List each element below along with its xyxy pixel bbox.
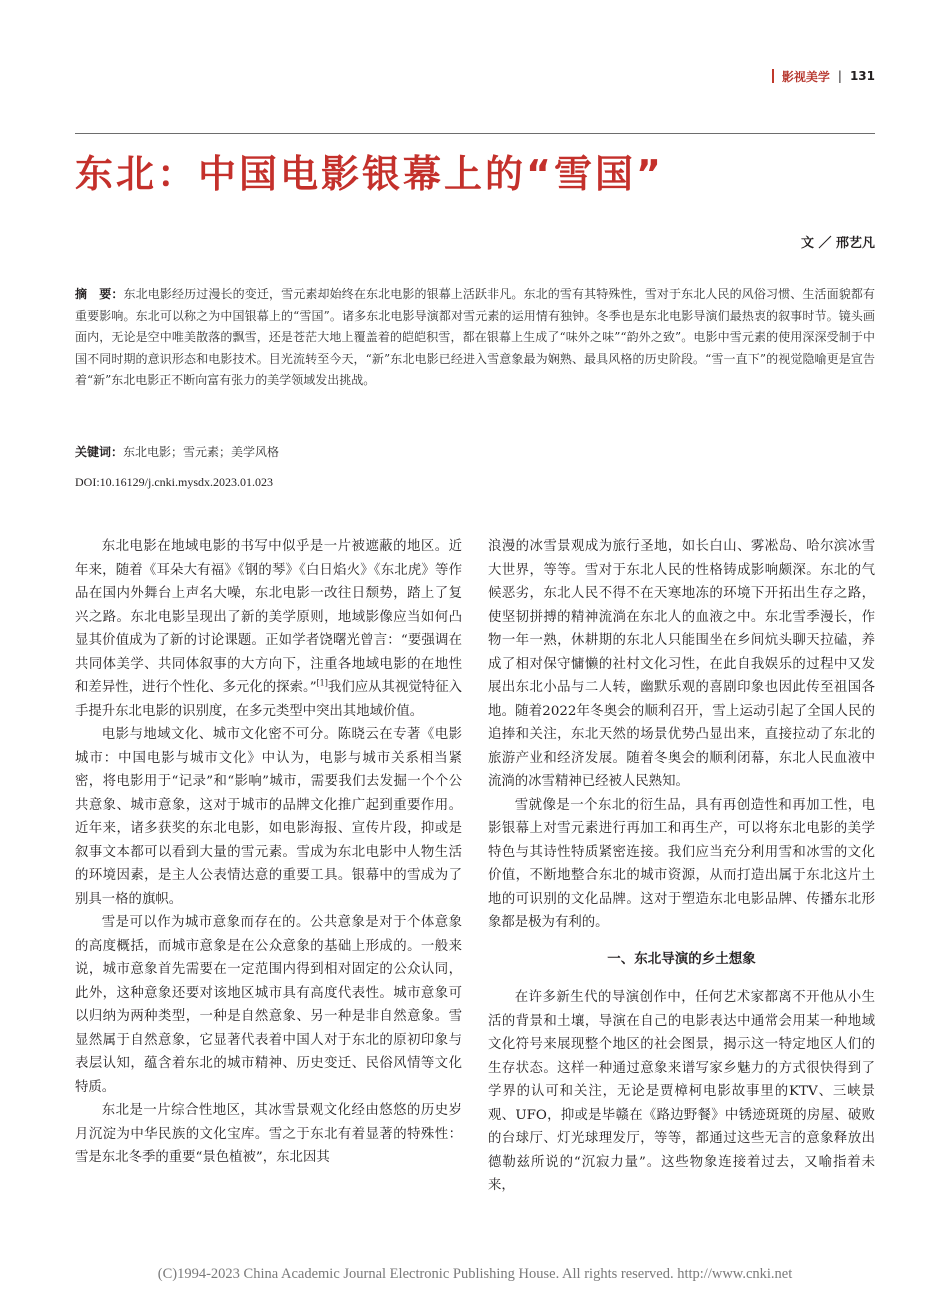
keywords [75, 443, 875, 460]
body-column-right [488, 535, 875, 1198]
keywords-label: 关键词： [75, 445, 124, 459]
paragraph-text: 我们应从其视觉特征入手提升东北电影的识别度，在多元类型中突出其地域价值。 [75, 680, 462, 719]
running-header [772, 66, 875, 86]
keywords-text: 东北电影；雪元素；美学风格 [123, 445, 280, 459]
header-rule [75, 133, 875, 134]
body-column-left [75, 535, 462, 1170]
body-paragraph: 浪漫的冰雪景观成为旅行圣地，如长白山、雾凇岛、哈尔滨冰雪大世界，等等。雪对于东北人民的性格铸成影响颇深。东北的气候恶劣，东北人民不得不在天寒地冻的环境下开拓出生存之路，使坚韧拼搏的精神流淌在东北人的血液之中。东北雪季漫长，作物一年一熟，休耕期的东北人只能围坐在乡间炕头聊天拉磕，养成了相对保守慵懒的社村文化习性，在此自我娱乐的过程中又发展出东北小品与二人转，幽默乐观的喜剧印象也因此传至祖国各地。随着2022年冬奥会的顺利召开，雪上运动引起了全国人民的追捧和关注，东北天然的场景优势凸显出来，直接拉动了东北的旅游产业和经济发展。随着冬奥会的顺利闭幕，东北人民血液中流淌的冰雪精神已经被人民熟知。 [488, 539, 875, 789]
journal-section-name: 影视美学 [781, 69, 830, 84]
page-number: 131 [849, 69, 875, 83]
section-heading: 一、东北导演的乡土想象 [607, 950, 756, 967]
body-paragraph: 东北是一片综合性地区，其冰雪景观文化经由悠悠的历史岁月沉淀为中华民族的文化宝库。雪之于东北有着显著的特殊性：雪是东北冬季的重要“景色植被”，东北因其 [75, 1103, 462, 1165]
body-paragraph: 在许多新生代的导演创作中，任何艺术家都离不开他从小生活的背景和土壤，导演在自己的电影表达中通常会用某一种地域文化符号来展现整个地区的社会图景，揭示这一特定地区人们的生存状态。这样一种通过意象来谱写家乡魅力的方式很快得到了学界的认可和关注，无论是贾樟柯电影故事里的KTV、三峡景观、UFO，抑或是毕赣在《路边野餐》中锈迹斑斑的房屋、破败的台球厅、灯光球理发厅，等等，都通过这些无言的意象释放出德勒兹所说的“沉寂力量”。这些物象连接着过去，又喻指着未来， [488, 990, 875, 1193]
abstract-text: 东北电影经历过漫长的变迁，雪元素却始终在东北电影的银幕上活跃非凡。东北的雪有其特殊性，雪对于东北人民的风俗习惯、生活面貌都有重要影响。东北可以称之为中国银幕上的“雪国”。诸多东北电影导演都对雪元素的运用情有独钟。冬季也是东北电影导演们最热衷的叙事时节。镜头画面内，无论是空中唯美散落的飘雪，还是苍茫大地上覆盖着的皑皑积雪，都在银幕上生成了“味外之味”“韵外之致”。电影中雪元素的使用深深受制于中国不同时期的意识形态和电影技术。目光流转至今天，“新”东北电影已经进入雪意象最为娴熟、最具风格的历史阶段。“雪一直下”的视觉隐喻更是宣告着“新”东北电影正不断向富有张力的美学领域发出挑战。 [75, 287, 875, 387]
article-title: 东北：中国电影银幕上的“雪国” [75, 152, 664, 196]
citation-ref[interactable]: [1] [316, 678, 328, 688]
body-paragraph: 电影与地域文化、城市文化密不可分。陈晓云在专著《电影城市：中国电影与城市文化》中认为，电影与城市关系相当紧密，将电影用于“记录”和“影响”城市，需要我们去发掘一个个公共意象、城市意象，这对于城市的品牌文化推广起到重要作用。近年来，诸多获奖的东北电影，如电影海报、宣传片段，抑或是叙事文本都可以看到大量的雪元素。雪成为东北电影中人物生活的环境因素，是主人公表情达意的重要工具。银幕中的雪成为了别具一格的旗帜。 [75, 727, 462, 907]
header-accent-bar [772, 69, 774, 83]
abstract [75, 284, 875, 392]
doi: DOI:10.16129/j.cnki.mysdx.2023.01.023 [75, 475, 273, 489]
header-divider: | [837, 69, 842, 83]
paragraph-text: 东北电影在地域电影的书写中似乎是一片被遮蔽的地区。近年来，随着《耳朵大有福》《钢的琴》《白日焰火》《东北虎》等作品在国内外舞台上声名大噪，东北电影一改往日颓势，踏上了复兴之路。东北电影呈现出了新的美学原则，地域影像应当如何凸显其价值成为了新的讨论课题。正如学者饶曙光曾言：“要强调在共同体美学、共同体叙事的大方向下，注重各地域电影的在地性和差异性，进行个性化、多元化的探索。” [75, 539, 462, 695]
copyright-footer: (C)1994-2023 China Academic Journal Electronic Publishing House. All rights reserved. http://www.cnki.net [157, 1266, 793, 1282]
body-paragraph [75, 535, 462, 723]
abstract-label: 摘 要： [75, 287, 124, 301]
body-paragraph: 雪就像是一个东北的衍生品，具有再创造性和再加工性，电影银幕上对雪元素进行再加工和再生产，可以将东北电影的美学特色与其诗性特质紧密连接。我们应当充分利用雪和冰雪的文化价值，不断地整合东北的城市资源，从而打造出属于东北这片土地的可识别的文化品牌。这对于塑造东北电影品牌、传播东北形象都是极为有利的。 [488, 797, 875, 930]
article-author: 文 ／ 邢艺凡 [800, 236, 875, 251]
body-paragraph: 雪是可以作为城市意象而存在的。公共意象是对于个体意象的高度概括，而城市意象是在公众意象的基础上形成的。一般来说，城市意象首先需要在一定范围内得到相对固定的公众认同，此外，这种意象还要对该地区城市具有高度代表性。城市意象可以归纳为两种类型，一种是自然意象、另一种是非自然意象。雪显然属于自然意象，它显著代表着中国人对于东北的原初印象与表层认知，蕴含着东北的城市精神、历史变迁、民俗风情等文化特质。 [75, 915, 462, 1095]
